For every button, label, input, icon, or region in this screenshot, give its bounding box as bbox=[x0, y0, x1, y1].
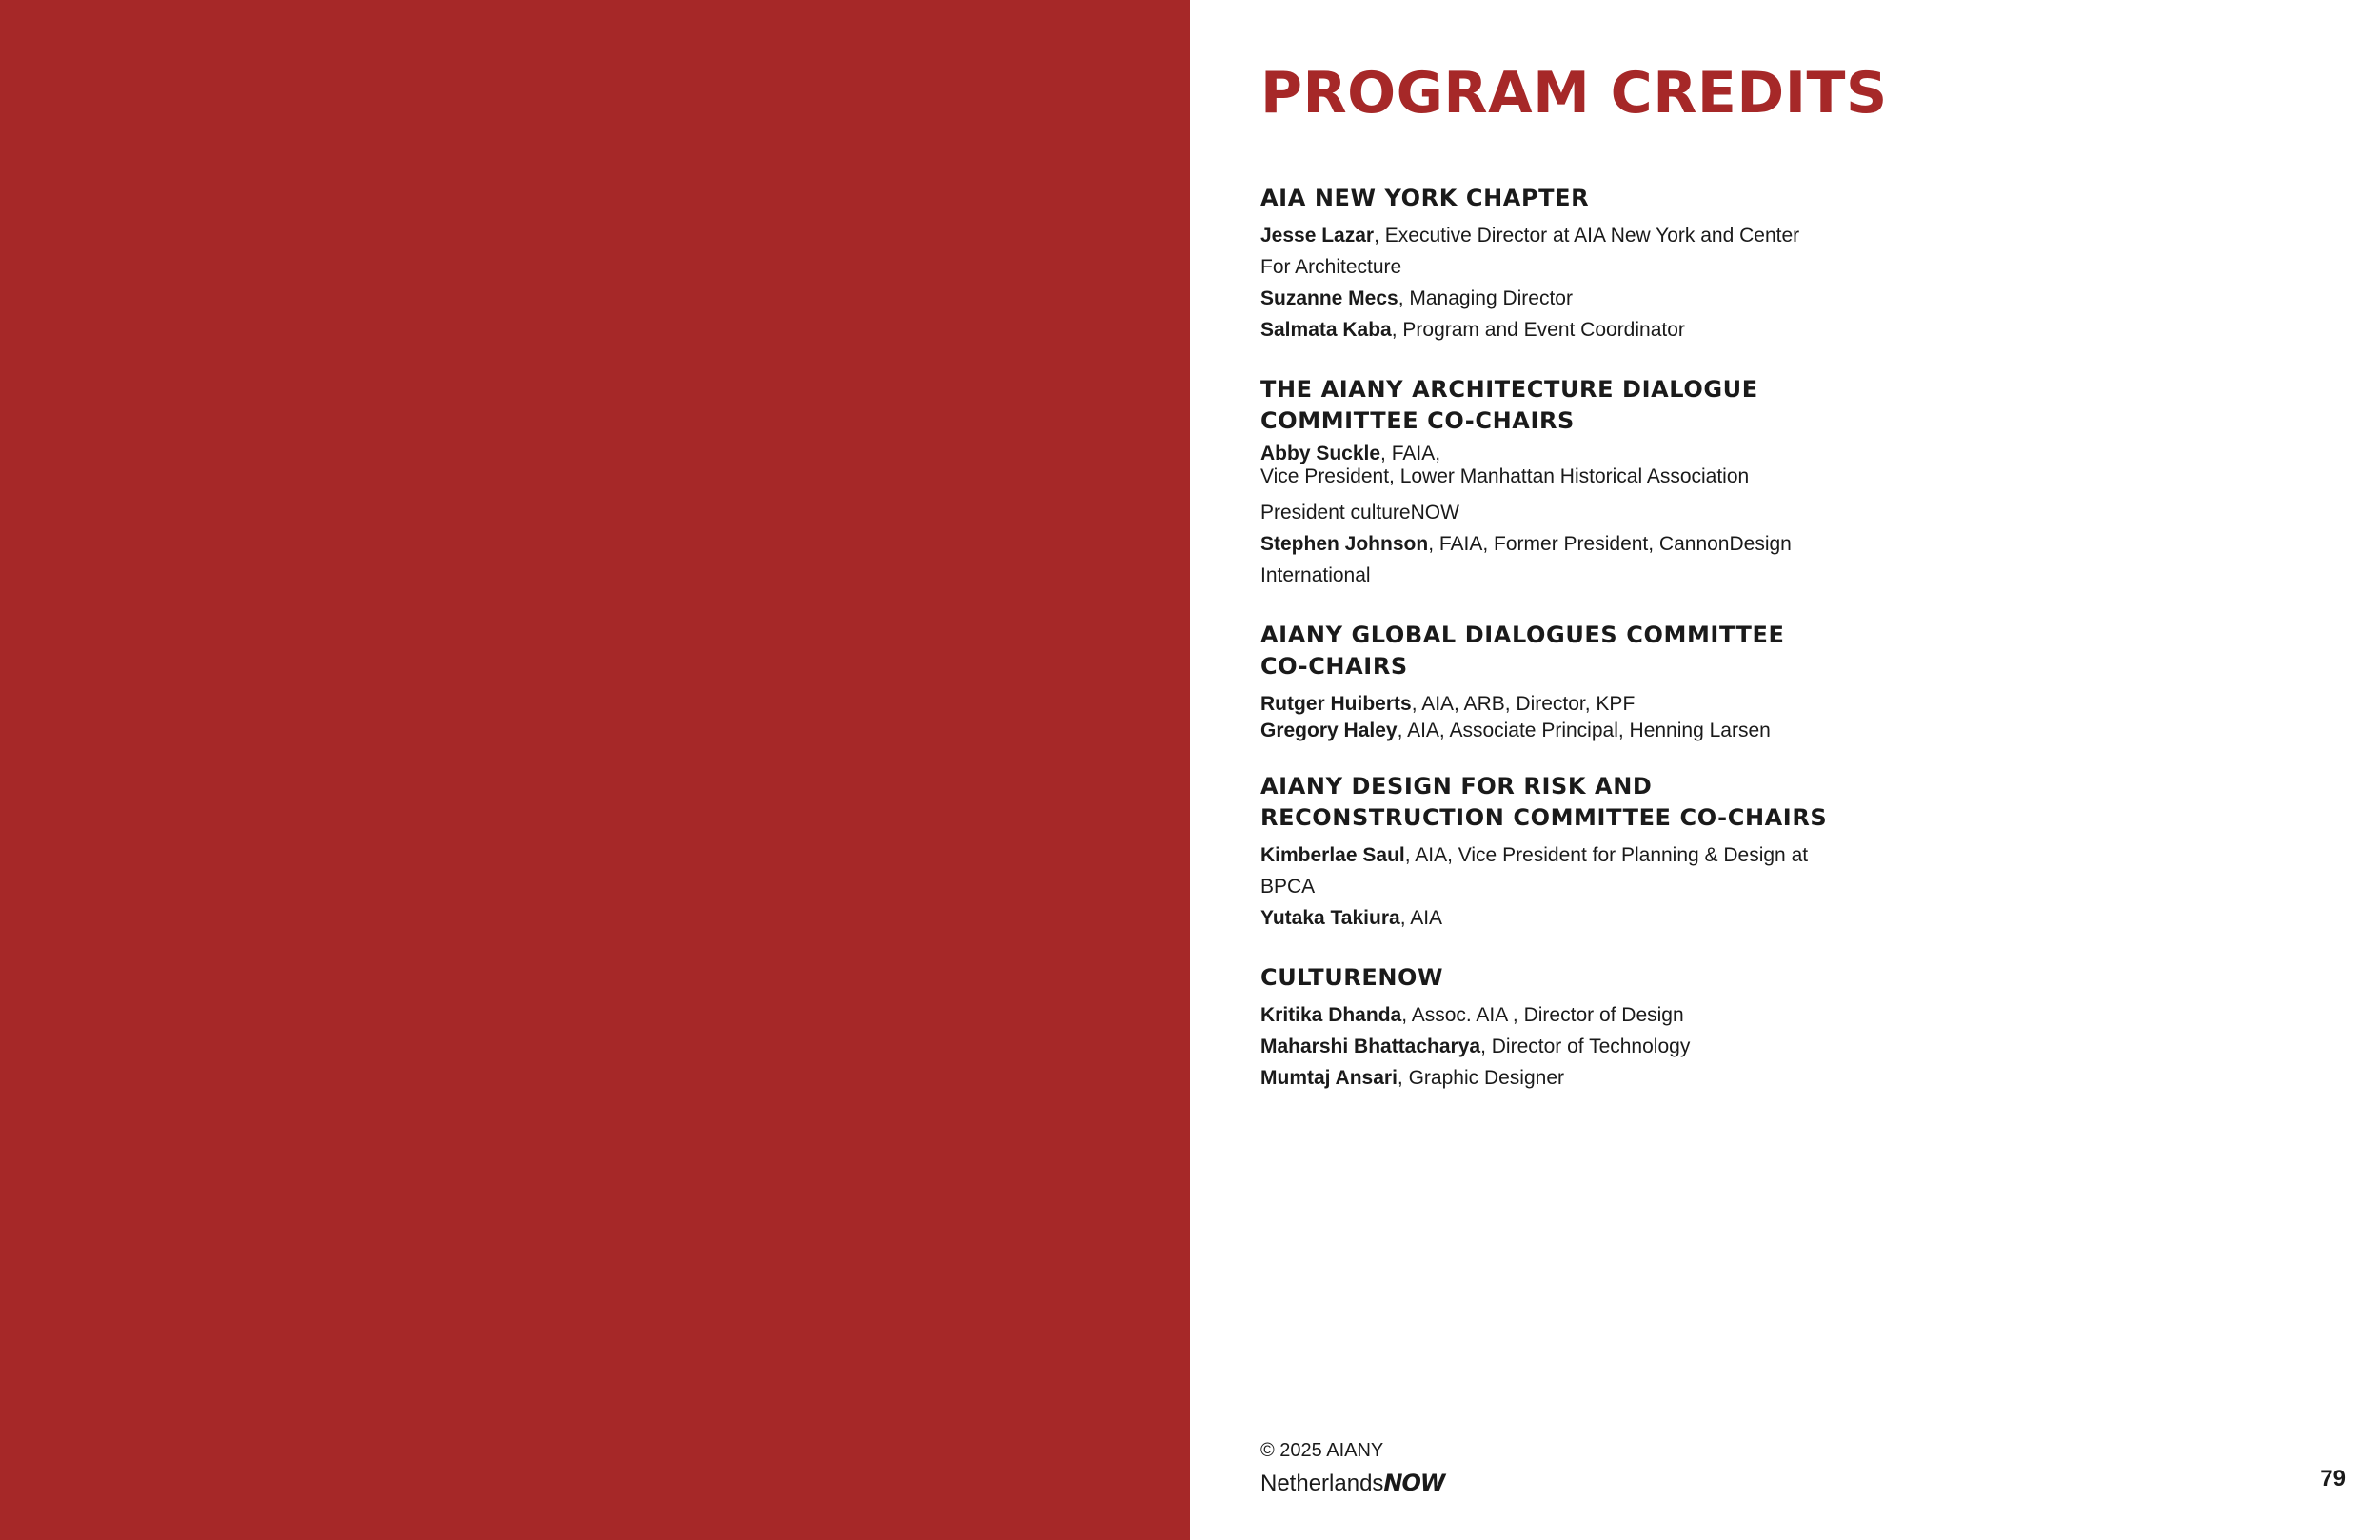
credit-detail: , Graphic Designer bbox=[1397, 1067, 1564, 1089]
credit-name: Kritika Dhanda bbox=[1260, 1004, 1402, 1026]
credit-entry bbox=[1260, 283, 1832, 314]
credit-detail-extra: Vice President, Lower Manhattan Historical Association bbox=[1260, 465, 1750, 487]
credit-entry bbox=[1260, 314, 1832, 346]
page-footer bbox=[1260, 1437, 1444, 1499]
credit-detail: , AIA, Vice President for Planning & Design at BPCA bbox=[1260, 844, 1809, 898]
section-architecture-dialogue bbox=[1260, 374, 1832, 591]
credit-name: Maharshi Bhattacharya bbox=[1260, 1036, 1481, 1057]
credit-entry bbox=[1260, 999, 1832, 1031]
credit-entry bbox=[1260, 688, 1832, 720]
credits-sections bbox=[1260, 183, 1832, 1094]
credit-detail: , Executive Director at AIA New York and Center For Architecture bbox=[1260, 225, 1800, 278]
credit-entry bbox=[1260, 443, 1832, 488]
section-design-for-risk bbox=[1260, 771, 1832, 934]
section-heading: THE AIANY ARCHITECTURE DIALOGUE COMMITTEE CO-CHAIRS bbox=[1260, 376, 1758, 434]
credit-name: Mumtaj Ansari bbox=[1260, 1067, 1398, 1089]
credit-name: Gregory Haley bbox=[1260, 720, 1398, 741]
credit-name: Salmata Kaba bbox=[1260, 319, 1392, 341]
credit-name: Rutger Huiberts bbox=[1260, 693, 1412, 715]
section-heading: AIANY DESIGN FOR RISK AND RECONSTRUCTION COMMITTEE CO-CHAIRS bbox=[1260, 773, 1828, 831]
section-heading: AIANY GLOBAL DIALOGUES COMMITTEE CO-CHAIRS bbox=[1260, 622, 1785, 680]
credit-detail: President cultureNOW bbox=[1260, 502, 1459, 523]
credit-detail: , Director of Technology bbox=[1480, 1036, 1691, 1057]
brand-accent: NOW bbox=[1383, 1470, 1445, 1496]
credit-detail: , AIA, ARB, Director, KPF bbox=[1411, 693, 1636, 715]
credit-name: Kimberlae Saul bbox=[1260, 844, 1405, 866]
credit-detail: , Assoc. AIA , Director of Design bbox=[1401, 1004, 1684, 1026]
credit-entry bbox=[1260, 528, 1832, 591]
credits-column bbox=[1260, 55, 1888, 1122]
section-aia-new-york-chapter bbox=[1260, 183, 1832, 346]
credit-entry bbox=[1260, 902, 1832, 934]
credit-name: Yutaka Takiura bbox=[1260, 907, 1400, 929]
credit-detail: , AIA bbox=[1399, 907, 1443, 929]
credit-detail: , AIA, Associate Principal, Henning Larsen bbox=[1397, 720, 1771, 741]
credit-detail: , Program and Event Coordinator bbox=[1391, 319, 1685, 341]
credit-detail: , Managing Director bbox=[1398, 287, 1573, 309]
section-global-dialogues bbox=[1260, 620, 1832, 742]
credit-entry bbox=[1260, 839, 1832, 902]
credit-name: Suzanne Mecs bbox=[1260, 287, 1398, 309]
credit-detail: , FAIA, bbox=[1380, 443, 1441, 464]
page-number: 79 bbox=[2320, 1466, 2346, 1491]
credit-entry bbox=[1260, 720, 1832, 742]
credit-name: Abby Suckle bbox=[1260, 443, 1381, 464]
section-heading: CULTURENOW bbox=[1260, 964, 1444, 991]
credit-entry bbox=[1260, 1031, 1832, 1062]
credit-name: Jesse Lazar bbox=[1260, 225, 1375, 247]
credit-name: Stephen Johnson bbox=[1260, 533, 1429, 555]
section-culturenow bbox=[1260, 962, 1832, 1094]
credit-entry bbox=[1260, 1062, 1832, 1094]
section-heading: AIA NEW YORK CHAPTER bbox=[1260, 185, 1590, 211]
publication-logo bbox=[1260, 1468, 1444, 1499]
credit-entry bbox=[1260, 497, 1832, 528]
credit-detail: , FAIA, Former President, CannonDesign International bbox=[1260, 533, 1792, 586]
brand-name: Netherlands bbox=[1260, 1471, 1384, 1496]
page-title: PROGRAM CREDITS bbox=[1260, 60, 1888, 127]
copyright-notice: © 2025 AIANY bbox=[1260, 1440, 1384, 1461]
credit-entry bbox=[1260, 220, 1832, 283]
